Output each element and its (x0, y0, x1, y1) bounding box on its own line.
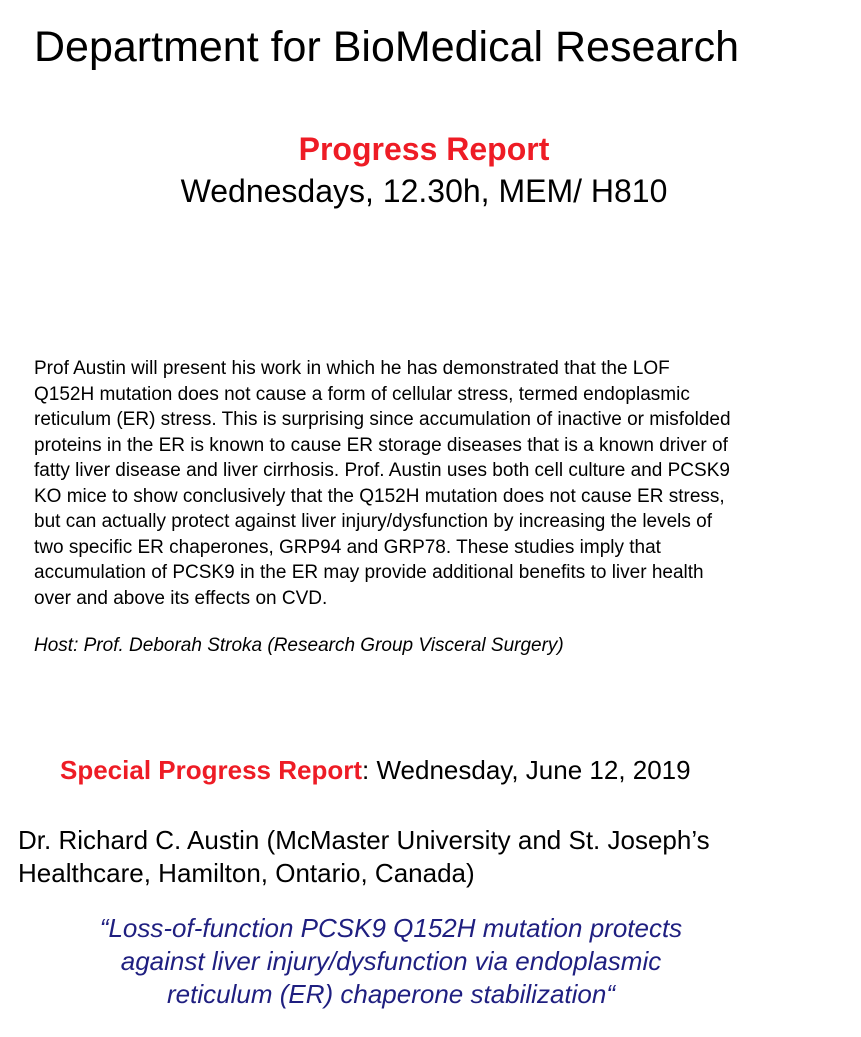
abstract-line: proteins in the ER is known to cause ER storage diseases that is a known driver of (34, 434, 728, 456)
special-report-line (60, 754, 691, 786)
abstract-paragraph (34, 356, 834, 611)
schedule-text: Wednesdays, 12.30h, MEM/ H810 (180, 173, 668, 209)
abstract-line: two specific ER chaperones, GRP94 and GRP78. These studies imply that (34, 536, 661, 558)
speaker-line: Dr. Richard C. Austin (McMaster University and St. Joseph’s (18, 825, 710, 855)
special-report-label: Special Progress Report (60, 755, 362, 785)
abstract-line: Prof Austin will present his work in which he has demonstrated that the LOF (34, 358, 670, 379)
department-title: Department for BioMedical Research (34, 23, 740, 71)
abstract-line: KO mice to show conclusively that the Q152H mutation does not cause ER stress, (34, 485, 725, 507)
abstract-line: but can actually protect against liver injury/dysfunction by increasing the levels of (34, 511, 713, 532)
talk-title-line: “Loss-of-function PCSK9 Q152H mutation protects (99, 913, 683, 943)
talk-title (0, 912, 782, 1011)
talk-title-line: against liver injury/dysfunction via endoplasmic (120, 946, 662, 976)
talk-title-line: reticulum (ER) chaperone stabilization“ (167, 979, 615, 1009)
speaker-line: Healthcare, Hamilton, Ontario, Canada) (18, 858, 475, 888)
abstract-line: accumulation of PCSK9 in the ER may provide additional benefits to liver health (34, 562, 704, 583)
special-report-date: : Wednesday, June 12, 2019 (362, 755, 691, 785)
abstract-line: Q152H mutation does not cause a form of cellular stress, termed endoplasmic (34, 383, 690, 405)
progress-report-heading: Progress Report (298, 131, 550, 167)
abstract-line: over and above its effects on CVD. (34, 587, 328, 609)
abstract-line: reticulum (ER) stress. This is surprising since accumulation of inactive or misfolded (34, 409, 731, 430)
speaker-block (18, 824, 710, 890)
abstract-line: fatty liver disease and liver cirrhosis. Prof. Austin uses both cell culture and PCSK9 (34, 460, 730, 481)
host-line: Host: Prof. Deborah Stroka (Research Group Visceral Surgery) (34, 635, 564, 656)
